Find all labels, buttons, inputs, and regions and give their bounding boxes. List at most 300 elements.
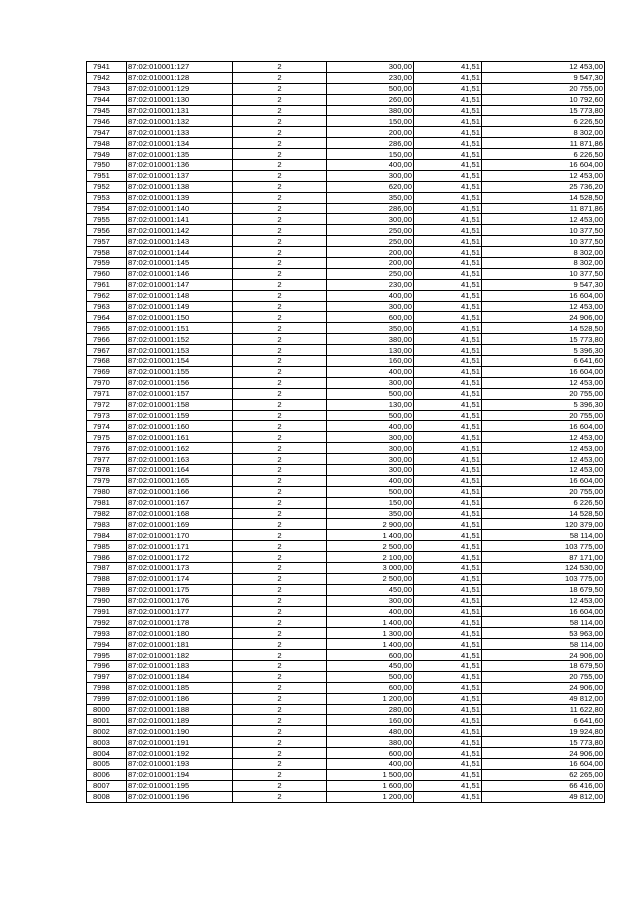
area-cell: 230,00 xyxy=(327,279,414,290)
row-number-cell: 7952 xyxy=(87,181,127,192)
row-number-cell: 7973 xyxy=(87,410,127,421)
table-row xyxy=(87,279,605,290)
row-number-cell: 7959 xyxy=(87,258,127,269)
table-row xyxy=(87,454,605,465)
area-cell: 260,00 xyxy=(327,94,414,105)
area-cell: 200,00 xyxy=(327,247,414,258)
table-row xyxy=(87,94,605,105)
category-cell: 2 xyxy=(233,62,327,73)
row-number-cell: 8007 xyxy=(87,780,127,791)
rate-cell: 41,51 xyxy=(414,268,482,279)
area-cell: 200,00 xyxy=(327,127,414,138)
category-cell: 2 xyxy=(233,552,327,563)
table-row xyxy=(87,62,605,73)
cadastral-number-cell: 87:02:010001:143 xyxy=(127,236,233,247)
amount-cell: 10 377,50 xyxy=(482,236,605,247)
area-cell: 620,00 xyxy=(327,181,414,192)
cadastral-number-cell: 87:02:010001:193 xyxy=(127,759,233,770)
area-cell: 350,00 xyxy=(327,508,414,519)
table-row xyxy=(87,464,605,475)
amount-cell: 16 604,00 xyxy=(482,606,605,617)
cadastral-number-cell: 87:02:010001:170 xyxy=(127,530,233,541)
amount-cell: 19 924,80 xyxy=(482,726,605,737)
area-cell: 300,00 xyxy=(327,464,414,475)
row-number-cell: 8000 xyxy=(87,704,127,715)
area-cell: 300,00 xyxy=(327,214,414,225)
row-number-cell: 7951 xyxy=(87,170,127,181)
rate-cell: 41,51 xyxy=(414,693,482,704)
area-cell: 600,00 xyxy=(327,312,414,323)
category-cell: 2 xyxy=(233,671,327,682)
amount-cell: 12 453,00 xyxy=(482,62,605,73)
amount-cell: 15 773,80 xyxy=(482,105,605,116)
table-row xyxy=(87,203,605,214)
amount-cell: 103 775,00 xyxy=(482,541,605,552)
area-cell: 250,00 xyxy=(327,268,414,279)
cadastral-number-cell: 87:02:010001:188 xyxy=(127,704,233,715)
category-cell: 2 xyxy=(233,737,327,748)
amount-cell: 11 871,86 xyxy=(482,203,605,214)
cadastral-number-cell: 87:02:010001:156 xyxy=(127,377,233,388)
table-row xyxy=(87,704,605,715)
cadastral-number-cell: 87:02:010001:153 xyxy=(127,345,233,356)
rate-cell: 41,51 xyxy=(414,203,482,214)
cadastral-number-cell: 87:02:010001:136 xyxy=(127,160,233,171)
row-number-cell: 8003 xyxy=(87,737,127,748)
area-cell: 130,00 xyxy=(327,345,414,356)
amount-cell: 9 547,30 xyxy=(482,279,605,290)
category-cell: 2 xyxy=(233,149,327,160)
amount-cell: 6 641,60 xyxy=(482,356,605,367)
area-cell: 300,00 xyxy=(327,432,414,443)
row-number-cell: 7944 xyxy=(87,94,127,105)
cadastral-number-cell: 87:02:010001:133 xyxy=(127,127,233,138)
row-number-cell: 7975 xyxy=(87,432,127,443)
rate-cell: 41,51 xyxy=(414,323,482,334)
amount-cell: 58 114,00 xyxy=(482,639,605,650)
amount-cell: 11 622,80 xyxy=(482,704,605,715)
cadastral-number-cell: 87:02:010001:189 xyxy=(127,715,233,726)
cadastral-number-cell: 87:02:010001:184 xyxy=(127,671,233,682)
rate-cell: 41,51 xyxy=(414,628,482,639)
cadastral-number-cell: 87:02:010001:154 xyxy=(127,356,233,367)
cadastral-number-cell: 87:02:010001:157 xyxy=(127,388,233,399)
row-number-cell: 8005 xyxy=(87,759,127,770)
area-cell: 300,00 xyxy=(327,170,414,181)
row-number-cell: 7962 xyxy=(87,290,127,301)
row-number-cell: 7965 xyxy=(87,323,127,334)
cadastral-number-cell: 87:02:010001:176 xyxy=(127,595,233,606)
rate-cell: 41,51 xyxy=(414,671,482,682)
row-number-cell: 7996 xyxy=(87,660,127,671)
cadastral-number-cell: 87:02:010001:169 xyxy=(127,519,233,530)
area-cell: 480,00 xyxy=(327,726,414,737)
amount-cell: 5 396,30 xyxy=(482,399,605,410)
table-row xyxy=(87,72,605,83)
table-row xyxy=(87,639,605,650)
category-cell: 2 xyxy=(233,268,327,279)
cadastral-number-cell: 87:02:010001:171 xyxy=(127,541,233,552)
category-cell: 2 xyxy=(233,508,327,519)
rate-cell: 41,51 xyxy=(414,650,482,661)
amount-cell: 6 226,50 xyxy=(482,149,605,160)
table-row xyxy=(87,552,605,563)
amount-cell: 24 906,00 xyxy=(482,312,605,323)
area-cell: 160,00 xyxy=(327,715,414,726)
cadastral-number-cell: 87:02:010001:174 xyxy=(127,573,233,584)
category-cell: 2 xyxy=(233,388,327,399)
row-number-cell: 7974 xyxy=(87,421,127,432)
table-row xyxy=(87,682,605,693)
rate-cell: 41,51 xyxy=(414,660,482,671)
table-row xyxy=(87,225,605,236)
row-number-cell: 7955 xyxy=(87,214,127,225)
amount-cell: 18 679,50 xyxy=(482,584,605,595)
row-number-cell: 7993 xyxy=(87,628,127,639)
rate-cell: 41,51 xyxy=(414,127,482,138)
row-number-cell: 7976 xyxy=(87,443,127,454)
amount-cell: 12 453,00 xyxy=(482,443,605,454)
table-row xyxy=(87,170,605,181)
cadastral-number-cell: 87:02:010001:137 xyxy=(127,170,233,181)
row-number-cell: 7956 xyxy=(87,225,127,236)
category-cell: 2 xyxy=(233,726,327,737)
category-cell: 2 xyxy=(233,181,327,192)
rate-cell: 41,51 xyxy=(414,170,482,181)
row-number-cell: 7992 xyxy=(87,617,127,628)
row-number-cell: 7999 xyxy=(87,693,127,704)
category-cell: 2 xyxy=(233,94,327,105)
category-cell: 2 xyxy=(233,486,327,497)
table-row xyxy=(87,388,605,399)
amount-cell: 14 528,50 xyxy=(482,508,605,519)
cadastral-number-cell: 87:02:010001:151 xyxy=(127,323,233,334)
amount-cell: 58 114,00 xyxy=(482,530,605,541)
category-cell: 2 xyxy=(233,791,327,802)
category-cell: 2 xyxy=(233,519,327,530)
rate-cell: 41,51 xyxy=(414,443,482,454)
row-number-cell: 7994 xyxy=(87,639,127,650)
category-cell: 2 xyxy=(233,715,327,726)
category-cell: 2 xyxy=(233,192,327,203)
cadastral-number-cell: 87:02:010001:167 xyxy=(127,497,233,508)
category-cell: 2 xyxy=(233,595,327,606)
area-cell: 250,00 xyxy=(327,236,414,247)
row-number-cell: 7966 xyxy=(87,334,127,345)
document-page xyxy=(86,61,605,803)
row-number-cell: 7989 xyxy=(87,584,127,595)
table-row xyxy=(87,486,605,497)
cadastral-number-cell: 87:02:010001:134 xyxy=(127,138,233,149)
amount-cell: 12 453,00 xyxy=(482,595,605,606)
amount-cell: 10 377,50 xyxy=(482,268,605,279)
row-number-cell: 7995 xyxy=(87,650,127,661)
area-cell: 350,00 xyxy=(327,323,414,334)
table-row xyxy=(87,541,605,552)
cadastral-number-cell: 87:02:010001:191 xyxy=(127,737,233,748)
category-cell: 2 xyxy=(233,279,327,290)
amount-cell: 15 773,80 xyxy=(482,737,605,748)
rate-cell: 41,51 xyxy=(414,83,482,94)
table-row xyxy=(87,595,605,606)
rate-cell: 41,51 xyxy=(414,138,482,149)
amount-cell: 24 906,00 xyxy=(482,748,605,759)
row-number-cell: 7971 xyxy=(87,388,127,399)
cadastral-number-cell: 87:02:010001:129 xyxy=(127,83,233,94)
rate-cell: 41,51 xyxy=(414,301,482,312)
table-row xyxy=(87,399,605,410)
table-row xyxy=(87,584,605,595)
area-cell: 1 400,00 xyxy=(327,639,414,650)
cadastral-number-cell: 87:02:010001:164 xyxy=(127,464,233,475)
row-number-cell: 7969 xyxy=(87,366,127,377)
category-cell: 2 xyxy=(233,682,327,693)
row-number-cell: 7979 xyxy=(87,475,127,486)
cadastral-number-cell: 87:02:010001:130 xyxy=(127,94,233,105)
cadastral-number-cell: 87:02:010001:183 xyxy=(127,660,233,671)
cadastral-number-cell: 87:02:010001:196 xyxy=(127,791,233,802)
cadastral-number-cell: 87:02:010001:141 xyxy=(127,214,233,225)
amount-cell: 66 416,00 xyxy=(482,780,605,791)
rate-cell: 41,51 xyxy=(414,726,482,737)
rate-cell: 41,51 xyxy=(414,410,482,421)
area-cell: 300,00 xyxy=(327,454,414,465)
category-cell: 2 xyxy=(233,650,327,661)
amount-cell: 14 528,50 xyxy=(482,323,605,334)
rate-cell: 41,51 xyxy=(414,759,482,770)
table-row xyxy=(87,268,605,279)
rate-cell: 41,51 xyxy=(414,214,482,225)
amount-cell: 12 453,00 xyxy=(482,432,605,443)
amount-cell: 16 604,00 xyxy=(482,290,605,301)
rate-cell: 41,51 xyxy=(414,497,482,508)
area-cell: 300,00 xyxy=(327,62,414,73)
table-row xyxy=(87,290,605,301)
category-cell: 2 xyxy=(233,573,327,584)
table-row xyxy=(87,149,605,160)
area-cell: 300,00 xyxy=(327,301,414,312)
amount-cell: 12 453,00 xyxy=(482,454,605,465)
table-row xyxy=(87,192,605,203)
row-number-cell: 7967 xyxy=(87,345,127,356)
table-row xyxy=(87,791,605,802)
rate-cell: 41,51 xyxy=(414,617,482,628)
amount-cell: 12 453,00 xyxy=(482,377,605,388)
amount-cell: 49 812,00 xyxy=(482,693,605,704)
category-cell: 2 xyxy=(233,72,327,83)
amount-cell: 6 641,60 xyxy=(482,715,605,726)
area-cell: 600,00 xyxy=(327,748,414,759)
category-cell: 2 xyxy=(233,334,327,345)
amount-cell: 49 812,00 xyxy=(482,791,605,802)
category-cell: 2 xyxy=(233,236,327,247)
table-row xyxy=(87,334,605,345)
rate-cell: 41,51 xyxy=(414,356,482,367)
table-row xyxy=(87,617,605,628)
row-number-cell: 7984 xyxy=(87,530,127,541)
table-row xyxy=(87,573,605,584)
area-cell: 286,00 xyxy=(327,138,414,149)
cadastral-number-cell: 87:02:010001:166 xyxy=(127,486,233,497)
category-cell: 2 xyxy=(233,584,327,595)
rate-cell: 41,51 xyxy=(414,388,482,399)
table-row xyxy=(87,606,605,617)
area-cell: 450,00 xyxy=(327,660,414,671)
amount-cell: 15 773,80 xyxy=(482,334,605,345)
amount-cell: 87 171,00 xyxy=(482,552,605,563)
rate-cell: 41,51 xyxy=(414,475,482,486)
rate-cell: 41,51 xyxy=(414,105,482,116)
table-row xyxy=(87,671,605,682)
row-number-cell: 7948 xyxy=(87,138,127,149)
area-cell: 2 500,00 xyxy=(327,573,414,584)
area-cell: 400,00 xyxy=(327,421,414,432)
row-number-cell: 7988 xyxy=(87,573,127,584)
rate-cell: 41,51 xyxy=(414,236,482,247)
table-row xyxy=(87,301,605,312)
table-row xyxy=(87,105,605,116)
category-cell: 2 xyxy=(233,410,327,421)
cadastral-number-cell: 87:02:010001:172 xyxy=(127,552,233,563)
area-cell: 2 900,00 xyxy=(327,519,414,530)
rate-cell: 41,51 xyxy=(414,192,482,203)
amount-cell: 20 755,00 xyxy=(482,671,605,682)
rate-cell: 41,51 xyxy=(414,606,482,617)
rate-cell: 41,51 xyxy=(414,595,482,606)
table-row xyxy=(87,432,605,443)
area-cell: 450,00 xyxy=(327,584,414,595)
table-row xyxy=(87,258,605,269)
category-cell: 2 xyxy=(233,497,327,508)
amount-cell: 12 453,00 xyxy=(482,170,605,181)
category-cell: 2 xyxy=(233,704,327,715)
row-number-cell: 7946 xyxy=(87,116,127,127)
table-row xyxy=(87,780,605,791)
category-cell: 2 xyxy=(233,475,327,486)
rate-cell: 41,51 xyxy=(414,530,482,541)
area-cell: 130,00 xyxy=(327,399,414,410)
cadastral-number-cell: 87:02:010001:168 xyxy=(127,508,233,519)
cadastral-number-cell: 87:02:010001:139 xyxy=(127,192,233,203)
amount-cell: 12 453,00 xyxy=(482,214,605,225)
rate-cell: 41,51 xyxy=(414,160,482,171)
rate-cell: 41,51 xyxy=(414,573,482,584)
table-row xyxy=(87,769,605,780)
table-row xyxy=(87,759,605,770)
area-cell: 400,00 xyxy=(327,606,414,617)
table-row xyxy=(87,116,605,127)
amount-cell: 11 871,86 xyxy=(482,138,605,149)
table-row xyxy=(87,181,605,192)
rate-cell: 41,51 xyxy=(414,72,482,83)
row-number-cell: 7997 xyxy=(87,671,127,682)
cadastral-number-cell: 87:02:010001:158 xyxy=(127,399,233,410)
area-cell: 380,00 xyxy=(327,334,414,345)
amount-cell: 62 265,00 xyxy=(482,769,605,780)
area-cell: 300,00 xyxy=(327,377,414,388)
amount-cell: 58 114,00 xyxy=(482,617,605,628)
row-number-cell: 7985 xyxy=(87,541,127,552)
area-cell: 1 500,00 xyxy=(327,769,414,780)
row-number-cell: 7941 xyxy=(87,62,127,73)
row-number-cell: 8002 xyxy=(87,726,127,737)
category-cell: 2 xyxy=(233,454,327,465)
row-number-cell: 7998 xyxy=(87,682,127,693)
row-number-cell: 7945 xyxy=(87,105,127,116)
area-cell: 1 200,00 xyxy=(327,693,414,704)
table-row xyxy=(87,214,605,225)
amount-cell: 16 604,00 xyxy=(482,366,605,377)
row-number-cell: 7953 xyxy=(87,192,127,203)
cadastral-number-cell: 87:02:010001:160 xyxy=(127,421,233,432)
amount-cell: 12 453,00 xyxy=(482,301,605,312)
amount-cell: 8 302,00 xyxy=(482,127,605,138)
area-cell: 1 600,00 xyxy=(327,780,414,791)
table-row xyxy=(87,356,605,367)
rate-cell: 41,51 xyxy=(414,704,482,715)
row-number-cell: 7977 xyxy=(87,454,127,465)
rate-cell: 41,51 xyxy=(414,366,482,377)
cadastral-number-cell: 87:02:010001:165 xyxy=(127,475,233,486)
rate-cell: 41,51 xyxy=(414,715,482,726)
rate-cell: 41,51 xyxy=(414,432,482,443)
area-cell: 1 400,00 xyxy=(327,530,414,541)
category-cell: 2 xyxy=(233,323,327,334)
cadastral-number-cell: 87:02:010001:128 xyxy=(127,72,233,83)
row-number-cell: 7949 xyxy=(87,149,127,160)
row-number-cell: 8001 xyxy=(87,715,127,726)
cadastral-number-cell: 87:02:010001:142 xyxy=(127,225,233,236)
row-number-cell: 7987 xyxy=(87,562,127,573)
category-cell: 2 xyxy=(233,780,327,791)
cadastral-number-cell: 87:02:010001:140 xyxy=(127,203,233,214)
rate-cell: 41,51 xyxy=(414,399,482,410)
rate-cell: 41,51 xyxy=(414,791,482,802)
category-cell: 2 xyxy=(233,356,327,367)
row-number-cell: 7991 xyxy=(87,606,127,617)
cadastral-number-cell: 87:02:010001:145 xyxy=(127,258,233,269)
category-cell: 2 xyxy=(233,160,327,171)
rate-cell: 41,51 xyxy=(414,748,482,759)
cadastral-number-cell: 87:02:010001:146 xyxy=(127,268,233,279)
rate-cell: 41,51 xyxy=(414,312,482,323)
amount-cell: 5 396,30 xyxy=(482,345,605,356)
rate-cell: 41,51 xyxy=(414,737,482,748)
area-cell: 600,00 xyxy=(327,682,414,693)
row-number-cell: 8004 xyxy=(87,748,127,759)
category-cell: 2 xyxy=(233,377,327,388)
category-cell: 2 xyxy=(233,127,327,138)
amount-cell: 10 377,50 xyxy=(482,225,605,236)
cadastral-number-cell: 87:02:010001:131 xyxy=(127,105,233,116)
cadastral-number-cell: 87:02:010001:144 xyxy=(127,247,233,258)
cadastral-number-cell: 87:02:010001:178 xyxy=(127,617,233,628)
rate-cell: 41,51 xyxy=(414,769,482,780)
category-cell: 2 xyxy=(233,225,327,236)
row-number-cell: 7957 xyxy=(87,236,127,247)
cadastral-number-cell: 87:02:010001:147 xyxy=(127,279,233,290)
row-number-cell: 7981 xyxy=(87,497,127,508)
category-cell: 2 xyxy=(233,606,327,617)
rate-cell: 41,51 xyxy=(414,541,482,552)
category-cell: 2 xyxy=(233,628,327,639)
table-row xyxy=(87,737,605,748)
cadastral-number-cell: 87:02:010001:138 xyxy=(127,181,233,192)
row-number-cell: 8008 xyxy=(87,791,127,802)
cadastral-number-cell: 87:02:010001:159 xyxy=(127,410,233,421)
table-row xyxy=(87,345,605,356)
amount-cell: 8 302,00 xyxy=(482,258,605,269)
